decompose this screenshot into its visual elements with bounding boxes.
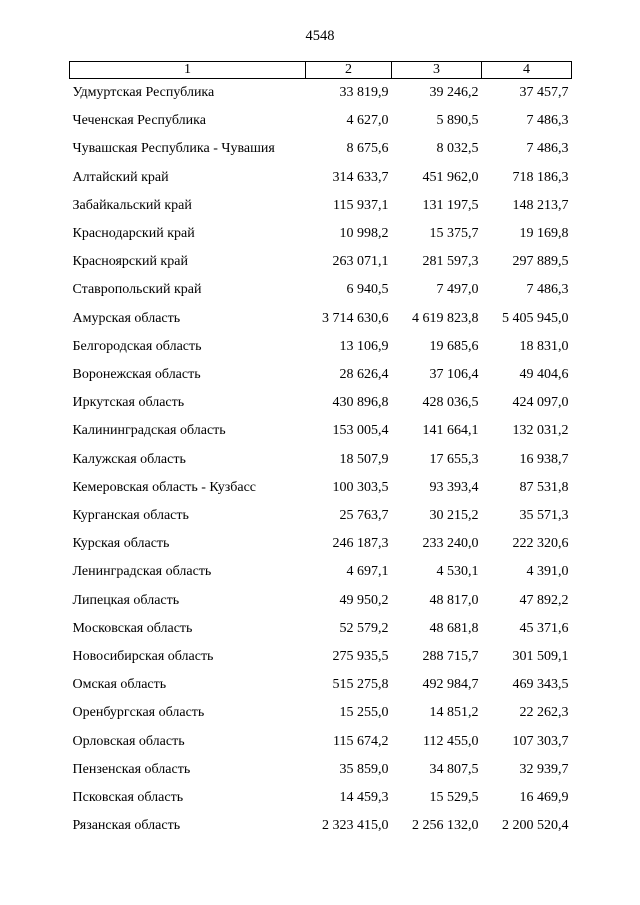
data-table bbox=[69, 61, 572, 840]
table-row bbox=[70, 558, 572, 586]
column-header-1: 1 bbox=[70, 62, 306, 79]
column-header-3: 3 bbox=[392, 62, 482, 79]
table-row bbox=[70, 305, 572, 333]
table-row bbox=[70, 248, 572, 276]
table-row bbox=[70, 530, 572, 558]
region-name-cell: Кемеровская область - Кузбасс bbox=[72, 479, 257, 495]
value-col-3-cell: 14 851,2 bbox=[429, 705, 479, 721]
value-col-3-cell: 48 681,8 bbox=[429, 620, 479, 636]
column-header-4: 4 bbox=[482, 62, 572, 79]
value-col-4-cell: 148 213,7 bbox=[512, 197, 569, 213]
value-col-2-cell: 33 819,9 bbox=[339, 85, 389, 100]
table-row bbox=[70, 671, 572, 699]
region-name-cell: Калужская область bbox=[72, 451, 186, 467]
value-col-3-cell: 8 032,5 bbox=[436, 141, 479, 157]
value-col-3-cell: 288 715,7 bbox=[422, 649, 479, 665]
value-col-2-cell: 18 507,9 bbox=[339, 451, 389, 467]
table-row bbox=[70, 699, 572, 727]
value-col-2-cell: 430 896,8 bbox=[332, 395, 389, 411]
value-col-3-cell: 451 962,0 bbox=[422, 169, 479, 185]
value-col-4-cell: 301 509,1 bbox=[512, 649, 569, 665]
value-col-4-cell: 7 486,3 bbox=[526, 113, 569, 129]
table-row bbox=[70, 502, 572, 530]
value-col-2-cell: 153 005,4 bbox=[332, 423, 389, 439]
table-row bbox=[70, 615, 572, 643]
table-row bbox=[70, 417, 572, 445]
value-col-2-cell: 35 859,0 bbox=[339, 761, 389, 777]
value-col-2-cell: 100 303,5 bbox=[332, 479, 389, 495]
value-col-4-cell: 45 371,6 bbox=[519, 620, 569, 636]
region-name-cell: Орловская область bbox=[72, 733, 185, 749]
value-col-4-cell: 222 320,6 bbox=[512, 536, 569, 552]
value-col-4-cell: 7 486,3 bbox=[526, 282, 569, 298]
region-name-cell: Омская область bbox=[72, 677, 167, 693]
value-col-2-cell: 263 071,1 bbox=[332, 254, 389, 270]
region-name-cell: Белгородская область bbox=[72, 338, 202, 354]
value-col-2-cell: 4 697,1 bbox=[346, 564, 389, 580]
value-col-4-cell: 469 343,5 bbox=[512, 677, 569, 693]
table-row bbox=[70, 220, 572, 248]
region-name-cell: Пензенская область bbox=[72, 761, 191, 777]
region-name-cell: Ленинградская область bbox=[72, 564, 212, 580]
value-col-2-cell: 246 187,3 bbox=[332, 536, 389, 552]
value-col-4-cell: 87 531,8 bbox=[519, 479, 569, 495]
table-row bbox=[70, 107, 572, 135]
region-name-cell: Иркутская область bbox=[72, 395, 185, 411]
region-name-cell: Калининградская область bbox=[72, 423, 226, 439]
value-col-4-cell: 297 889,5 bbox=[512, 254, 569, 270]
value-col-2-cell: 52 579,2 bbox=[339, 620, 389, 636]
table-row bbox=[70, 643, 572, 671]
value-col-4-cell: 22 262,3 bbox=[519, 705, 569, 721]
column-header-2: 2 bbox=[306, 62, 392, 79]
value-col-3-cell: 4 530,1 bbox=[436, 564, 479, 580]
header-row bbox=[70, 62, 572, 79]
value-col-2-cell: 49 950,2 bbox=[339, 592, 389, 608]
table-body bbox=[70, 79, 572, 841]
region-name-cell: Ставропольский край bbox=[72, 282, 202, 298]
region-name-cell: Амурская область bbox=[72, 310, 181, 326]
value-col-4-cell: 718 186,3 bbox=[512, 169, 569, 185]
table-row bbox=[70, 812, 572, 840]
value-col-3-cell: 34 807,5 bbox=[429, 761, 479, 777]
value-col-3-cell: 19 685,6 bbox=[429, 338, 479, 354]
table-row bbox=[70, 756, 572, 784]
value-col-2-cell: 275 935,5 bbox=[332, 649, 389, 665]
value-col-3-cell: 2 256 132,0 bbox=[412, 818, 479, 834]
value-col-2-cell: 515 275,8 bbox=[332, 677, 389, 693]
page-number: 4548 bbox=[305, 28, 335, 44]
value-col-3-cell: 492 984,7 bbox=[422, 677, 479, 693]
value-col-2-cell: 8 675,6 bbox=[346, 141, 389, 157]
region-name-cell: Алтайский край bbox=[72, 169, 169, 185]
table-row bbox=[70, 164, 572, 192]
value-col-3-cell: 428 036,5 bbox=[422, 395, 479, 411]
region-name-cell: Оренбургская область bbox=[72, 705, 205, 721]
value-col-2-cell: 28 626,4 bbox=[339, 367, 389, 383]
value-col-3-cell: 141 664,1 bbox=[422, 423, 479, 439]
value-col-3-cell: 39 246,2 bbox=[429, 85, 479, 100]
value-col-3-cell: 30 215,2 bbox=[429, 508, 479, 524]
value-col-4-cell: 4 391,0 bbox=[526, 564, 569, 580]
value-col-2-cell: 14 459,3 bbox=[339, 790, 389, 806]
table-row bbox=[70, 474, 572, 502]
region-name-cell: Московская область bbox=[72, 620, 193, 636]
value-col-4-cell: 5 405 945,0 bbox=[502, 310, 569, 326]
value-col-4-cell: 16 938,7 bbox=[519, 451, 569, 467]
value-col-3-cell: 233 240,0 bbox=[422, 536, 479, 552]
value-col-4-cell: 107 303,7 bbox=[512, 733, 569, 749]
region-name-cell: Удмуртская Республика bbox=[72, 85, 215, 100]
value-col-3-cell: 15 529,5 bbox=[429, 790, 479, 806]
value-col-2-cell: 115 937,1 bbox=[333, 197, 389, 213]
region-name-cell: Чувашская Республика - Чувашия bbox=[72, 141, 275, 157]
region-name-cell: Курская область bbox=[72, 536, 170, 552]
value-col-2-cell: 314 633,7 bbox=[332, 169, 389, 185]
value-col-3-cell: 15 375,7 bbox=[429, 226, 479, 242]
region-name-cell: Рязанская область bbox=[72, 818, 181, 834]
table-row bbox=[70, 446, 572, 474]
value-col-4-cell: 132 031,2 bbox=[512, 423, 569, 439]
table-row bbox=[70, 784, 572, 812]
value-col-3-cell: 17 655,3 bbox=[429, 451, 479, 467]
value-col-2-cell: 2 323 415,0 bbox=[322, 818, 389, 834]
value-col-2-cell: 25 763,7 bbox=[339, 508, 389, 524]
value-col-2-cell: 4 627,0 bbox=[346, 113, 389, 129]
table-row bbox=[70, 79, 572, 108]
region-name-cell: Новосибирская область bbox=[72, 649, 214, 665]
table-row bbox=[70, 728, 572, 756]
region-name-cell: Курганская область bbox=[72, 508, 189, 524]
value-col-4-cell: 47 892,2 bbox=[519, 592, 569, 608]
region-name-cell: Красноярский край bbox=[72, 254, 188, 270]
value-col-2-cell: 6 940,5 bbox=[346, 282, 389, 298]
region-name-cell: Забайкальский край bbox=[72, 197, 192, 213]
value-col-2-cell: 115 674,2 bbox=[333, 733, 389, 749]
value-col-4-cell: 32 939,7 bbox=[519, 761, 569, 777]
value-col-3-cell: 5 890,5 bbox=[436, 113, 479, 129]
value-col-2-cell: 13 106,9 bbox=[339, 338, 389, 354]
value-col-4-cell: 49 404,6 bbox=[519, 367, 569, 383]
region-name-cell: Псковская область bbox=[72, 790, 184, 806]
value-col-4-cell: 424 097,0 bbox=[512, 395, 569, 411]
table-row bbox=[70, 192, 572, 220]
value-col-4-cell: 2 200 520,4 bbox=[502, 818, 569, 834]
region-name-cell: Липецкая область bbox=[72, 592, 180, 608]
value-col-4-cell: 35 571,3 bbox=[519, 508, 569, 524]
region-name-cell: Воронежская область bbox=[72, 367, 201, 383]
value-col-2-cell: 3 714 630,6 bbox=[322, 310, 389, 326]
value-col-3-cell: 112 455,0 bbox=[423, 733, 479, 749]
value-col-3-cell: 7 497,0 bbox=[436, 282, 479, 298]
value-col-3-cell: 131 197,5 bbox=[422, 197, 479, 213]
value-col-4-cell: 7 486,3 bbox=[526, 141, 569, 157]
value-col-3-cell: 4 619 823,8 bbox=[412, 310, 479, 326]
value-col-3-cell: 93 393,4 bbox=[429, 479, 479, 495]
table-row bbox=[70, 135, 572, 163]
table-row bbox=[70, 587, 572, 615]
table-row bbox=[70, 276, 572, 304]
value-col-2-cell: 10 998,2 bbox=[339, 226, 389, 242]
value-col-4-cell: 16 469,9 bbox=[519, 790, 569, 806]
region-name-cell: Чеченская Республика bbox=[72, 113, 206, 129]
value-col-4-cell: 19 169,8 bbox=[519, 226, 569, 242]
region-name-cell: Краснодарский край bbox=[72, 226, 195, 242]
table-row bbox=[70, 361, 572, 389]
value-col-3-cell: 48 817,0 bbox=[429, 592, 479, 608]
table-row bbox=[70, 389, 572, 417]
table-row bbox=[70, 333, 572, 361]
value-col-3-cell: 281 597,3 bbox=[422, 254, 479, 270]
value-col-4-cell: 18 831,0 bbox=[519, 338, 569, 354]
value-col-4-cell: 37 457,7 bbox=[519, 85, 569, 100]
value-col-2-cell: 15 255,0 bbox=[339, 705, 389, 721]
value-col-3-cell: 37 106,4 bbox=[429, 367, 479, 383]
